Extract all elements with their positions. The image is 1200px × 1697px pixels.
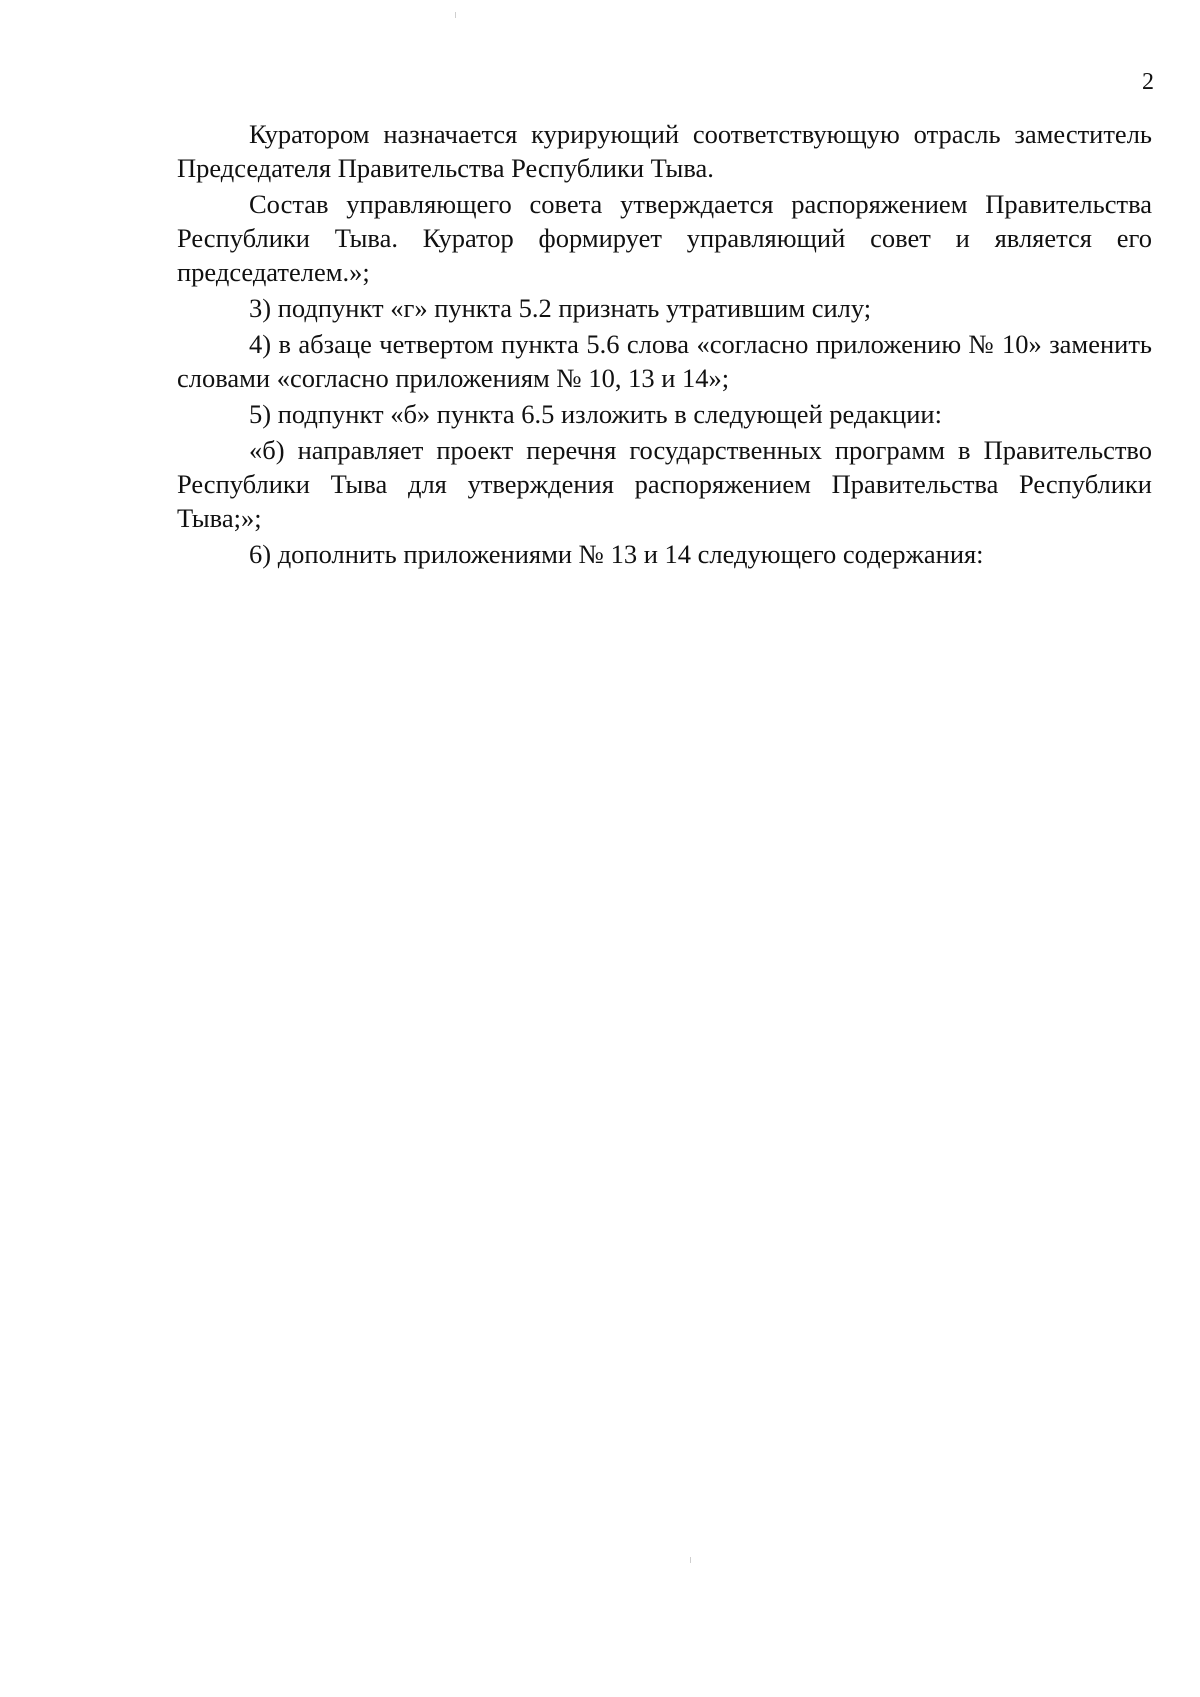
paragraph-item-5: 5) подпункт «б» пункта 6.5 изложить в следующей редакции: bbox=[249, 399, 942, 429]
paragraph-subitem-b: «б) направляет проект перечня государственных программ в Правительство Республики Тыва для утверждения распоряжением Правительства Республики Тыва;»; bbox=[177, 435, 1152, 533]
page-number: 2 bbox=[1142, 69, 1154, 95]
paragraph-item-6: 6) дополнить приложениями № 13 и 14 следующего содержания: bbox=[249, 539, 984, 569]
paragraph-council-composition: Состав управляющего совета утверждается распоряжением Правительства Республики Тыва. Куратор формирует управляющий совет и является его председателем.»; bbox=[177, 189, 1152, 287]
document-body bbox=[177, 117, 1152, 573]
scan-speck-bottom bbox=[690, 1557, 691, 1563]
scan-speck-top bbox=[455, 12, 456, 18]
paragraph-curator-appointment: Куратором назначается курирующий соответствующую отрасль заместитель Председателя Правительства Республики Тыва. bbox=[177, 119, 1152, 183]
paragraph-item-4: 4) в абзаце четвертом пункта 5.6 слова «согласно приложению № 10» заменить словами «согласно приложениям № 10, 13 и 14»; bbox=[177, 329, 1152, 393]
paragraph-item-3: 3) подпункт «г» пункта 5.2 признать утратившим силу; bbox=[249, 293, 872, 323]
